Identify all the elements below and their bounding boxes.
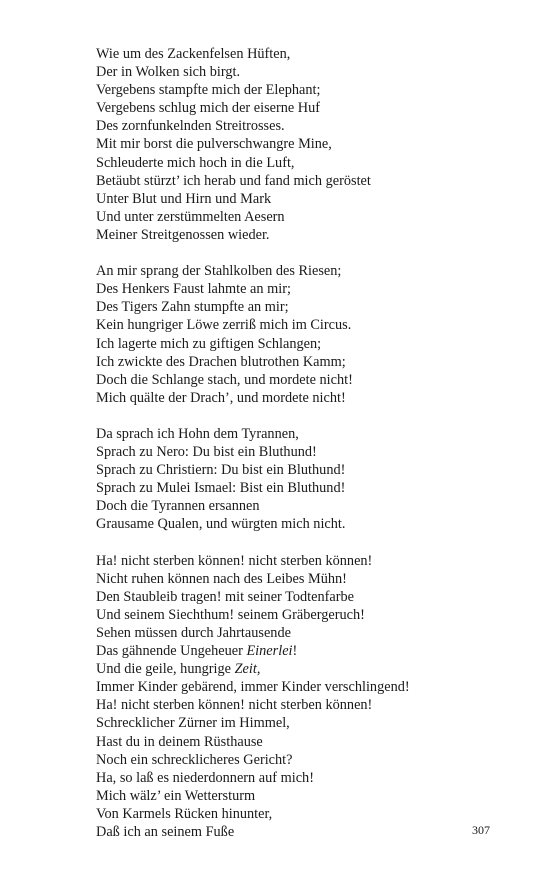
poem-line: Sprach zu Mulei Ismael: Bist ein Bluthund! [96,480,346,497]
line-segment: Das gähnende Ungeheuer [96,643,247,660]
poem-line: Mich wälz’ ein Wettersturm [96,787,256,804]
line-segment: Und die geile, hungrige [96,661,235,678]
poem-line: Vergebens stampfte mich der Elephant; [96,82,321,99]
poem-line [96,642,410,660]
poem-line: Sprach zu Nero: Du bist ein Bluthund! [96,444,317,461]
poem-line: Meiner Streitgenossen wieder. [96,226,270,243]
poem-line: Von Karmels Rücken hinunter, [96,805,273,822]
poem-line: Kein hungriger Löwe zerriß mich im Circus. [96,317,352,334]
poem-line: Ha! nicht sterben können! nicht sterben können! [96,552,373,569]
emphasized-word: Zeit [234,661,257,678]
stanza [96,262,410,407]
poem-line: Ich zwickte des Drachen blutrothen Kamm; [96,353,346,370]
poem-line: Unter Blut und Hirn und Mark [96,190,272,207]
poem-line: Und seinem Siechthum! seinem Gräbergeruch! [96,606,365,623]
poem-line: Sehen müssen durch Jahrtausende [96,625,291,641]
poem-line: Hast du in deinem Rüsthause [96,733,263,750]
poem-line: Wie um des Zackenfelsen Hüften, [96,46,291,62]
poem-text [96,45,410,841]
poem-line: Mit mir borst die pulverschwangre Mine, [96,136,332,153]
line-segment: , [256,661,261,678]
poem-line: Des Henkers Faust lahmte an mir; [96,281,291,298]
poem-line: Sprach zu Christiern: Du bist ein Bluthund! [96,462,346,479]
stanza [96,425,410,534]
emphasized-word: Einerlei [246,643,293,660]
poem-line: Schleuderte mich hoch in die Luft, [96,154,295,171]
poem-line: Ich lagerte mich zu giftigen Schlangen; [96,335,322,352]
poem-line: Immer Kinder gebärend, immer Kinder verschlingend! [96,679,410,696]
page-number: 307 [472,823,490,837]
poem-line: Schrecklicher Zürner im Himmel, [96,715,290,732]
poem-line: Vergebens schlug mich der eiserne Huf [96,100,321,117]
poem-line: Ha! nicht sterben können! nicht sterben können! [96,697,373,714]
poem-line: Des zornfunkelnden Streitrosses. [96,118,285,135]
line-segment: ! [292,643,298,660]
poem-line: Mich quälte der Drach’, und mordete nicht! [96,389,346,406]
poem-line: Da sprach ich Hohn dem Tyrannen, [96,425,299,442]
poem-line: Noch ein schrecklicheres Gericht? [96,751,293,768]
poem-line: An mir sprang der Stahlkolben des Riesen; [96,263,342,280]
poem-line [96,660,410,678]
poem-line: Betäubt stürzt’ ich herab und fand mich geröstet [96,172,371,189]
poem-line: Den Staubleib tragen! mit seiner Todtenfarbe [96,588,354,605]
poem-line: Doch die Tyrannen ersannen [96,498,260,515]
poem-line: Grausame Qualen, und würgten mich nicht. [96,516,346,533]
poem-line: Und unter zerstümmelten Aesern [96,208,285,225]
poem-line: Nicht ruhen können nach des Leibes Mühn! [96,570,347,587]
stanza [96,552,410,842]
poem-line: Ha, so laß es niederdonnern auf mich! [96,769,314,786]
poem-line: Daß ich an seinem Fuße [96,824,235,841]
poem-line: Des Tigers Zahn stumpfte an mir; [96,299,289,316]
stanza [96,45,410,244]
poem-line: Der in Wolken sich birgt. [96,64,241,81]
poem-line: Doch die Schlange stach, und mordete nicht! [96,371,353,388]
